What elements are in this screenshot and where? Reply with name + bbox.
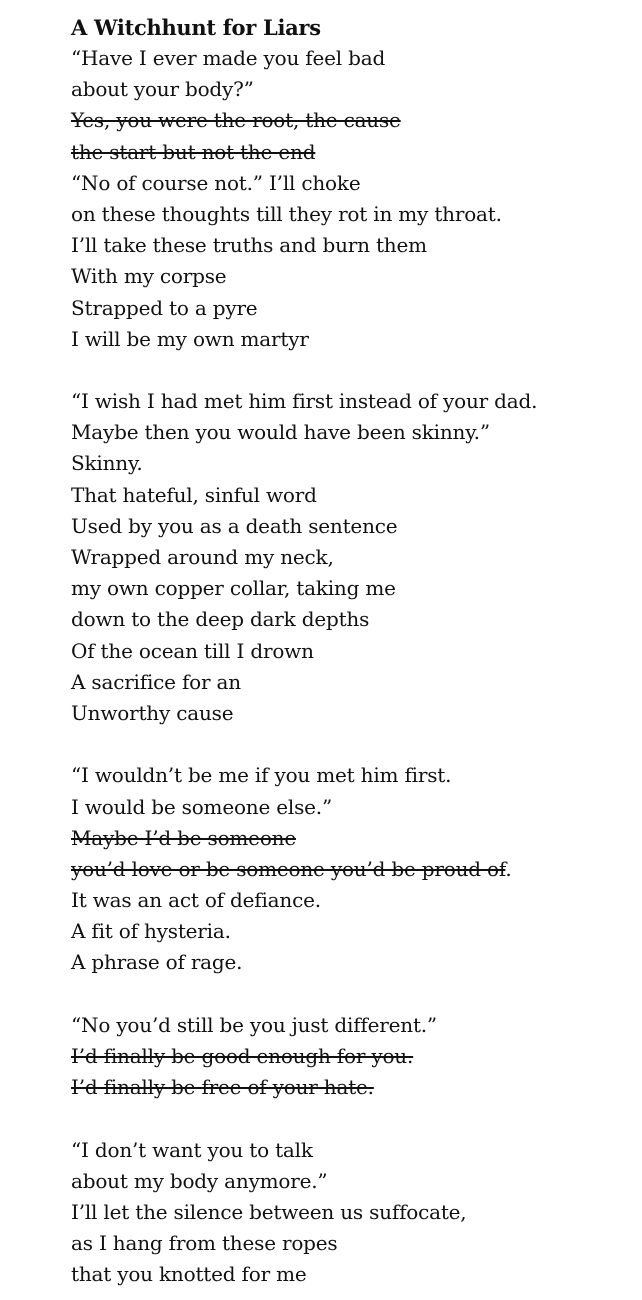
line-text: I’d finally be good enough for you. (71, 1044, 414, 1068)
poem-line (71, 417, 631, 448)
poem-line (71, 885, 631, 916)
struck-line (71, 137, 631, 168)
poem-body (71, 43, 631, 1291)
line-text: “I don’t want you to talk (71, 1137, 313, 1162)
poem-line (71, 199, 631, 230)
line-text: Strapped to a pyre (71, 295, 258, 320)
poem-line (71, 1166, 631, 1197)
struck-line (71, 823, 631, 854)
poem-line (71, 168, 631, 199)
line-text: that you knotted for me (71, 1262, 307, 1287)
line-text: A fit of hysteria. (71, 919, 231, 944)
poem-line (71, 636, 631, 667)
poem-line (71, 480, 631, 511)
stanza-break (71, 979, 631, 1010)
line-text: I would be someone else.” (71, 794, 332, 819)
stanza-break (71, 355, 631, 386)
poem-line (71, 43, 631, 74)
poem-line (71, 792, 631, 823)
line-text: “No of course not.” I’ll choke (71, 170, 361, 195)
struck-line (71, 1072, 631, 1103)
poem-line (71, 760, 631, 791)
line-text: Skinny. (71, 451, 143, 476)
poem-line (71, 230, 631, 261)
line-text: “I wish I had met him first instead of your dad. (71, 389, 538, 414)
struck-line (71, 105, 631, 136)
line-text: I’ll let the silence between us suffocate, (71, 1199, 467, 1224)
line-text: “No you’d still be you just different.” (71, 1012, 437, 1037)
poem-page (71, 12, 631, 1291)
poem-line (71, 573, 631, 604)
line-text: It was an act of defiance. (71, 888, 321, 913)
line-text: Unworthy cause (71, 700, 234, 725)
line-text: you’d love or be someone you’d be proud of (71, 856, 506, 881)
line-text: the start but not the end (71, 139, 316, 164)
line-text: my own copper collar, taking me (71, 576, 396, 601)
poem-title: A Witchhunt for Liars (71, 15, 321, 40)
stanza-break (71, 729, 631, 760)
stanza-break (71, 1103, 631, 1134)
line-text: Used by you as a death sentence (71, 513, 398, 538)
line-text: I’d finally be free of your hate. (71, 1075, 374, 1100)
poem-line (71, 1010, 631, 1041)
stanza (71, 43, 631, 355)
stanza (71, 760, 631, 978)
line-text: about your body?” (71, 77, 254, 102)
poem-line (71, 324, 631, 355)
poem-line (71, 916, 631, 947)
line-text: Yes, you were the root, the cause (71, 108, 401, 133)
line-text: down to the deep dark depths (71, 607, 370, 632)
poem-line (71, 1197, 631, 1228)
line-text: That hateful, sinful word (71, 482, 317, 507)
poem-line (71, 1259, 631, 1290)
poem-line (71, 604, 631, 635)
line-text: “Have I ever made you feel bad (71, 46, 386, 70)
stanza (71, 1135, 631, 1291)
poem-line (71, 261, 631, 292)
line-text: I will be my own martyr (71, 326, 309, 351)
poem-line (71, 1135, 631, 1166)
stanza (71, 1010, 631, 1104)
poem-line (71, 947, 631, 978)
line-text: on these thoughts till they rot in my throat. (71, 201, 502, 226)
line-text: Maybe then you would have been skinny.” (71, 420, 490, 445)
poem-line (71, 74, 631, 105)
line-text: Of the ocean till I drown (71, 638, 314, 663)
line-text: With my corpse (71, 264, 227, 289)
struck-line (71, 854, 631, 885)
poem-line (71, 448, 631, 479)
line-suffix: . (505, 856, 512, 881)
poem-line (71, 511, 631, 542)
poem-line (71, 542, 631, 573)
line-text: A sacrifice for an (71, 669, 241, 694)
poem-line (71, 386, 631, 417)
line-text: I’ll take these truths and burn them (71, 233, 427, 258)
line-text: Maybe I’d be someone (71, 825, 296, 850)
poem-line (71, 293, 631, 324)
line-text: A phrase of rage. (71, 950, 243, 975)
line-text: “I wouldn’t be me if you met him first. (71, 763, 452, 788)
line-text: as I hang from these ropes (71, 1231, 338, 1256)
struck-line (71, 1041, 631, 1072)
line-text: about my body anymore.” (71, 1168, 328, 1193)
poem-line (71, 698, 631, 729)
poem-line (71, 667, 631, 698)
poem-line (71, 1228, 631, 1259)
line-text: Wrapped around my neck, (71, 545, 334, 569)
stanza (71, 386, 631, 729)
